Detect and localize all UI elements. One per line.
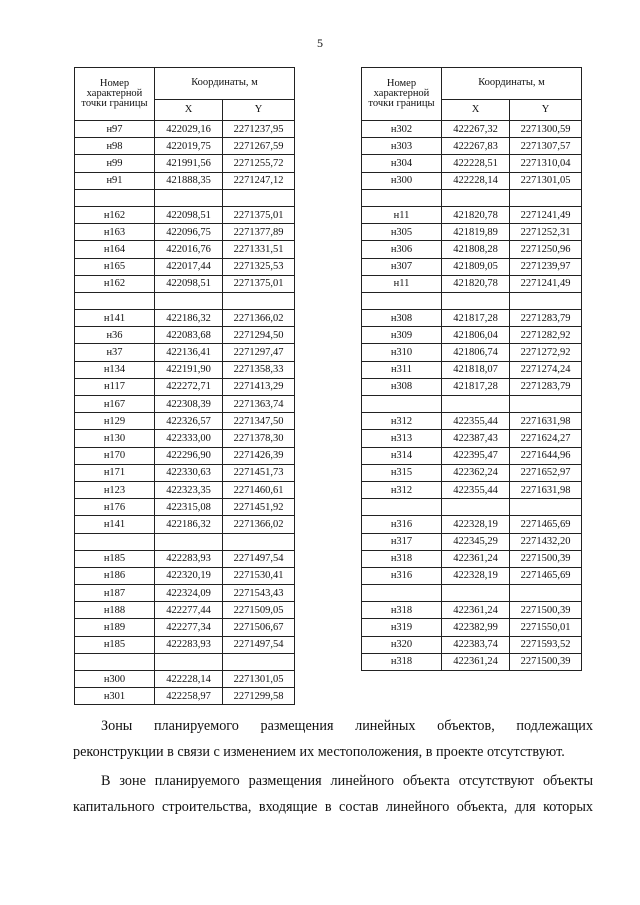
x-coordinate-cell: 421818,07 bbox=[442, 361, 510, 378]
point-name-cell: н308 bbox=[362, 310, 442, 327]
table-row bbox=[75, 688, 295, 705]
paragraph-no-reconstruction bbox=[73, 713, 593, 765]
point-name-cell: н320 bbox=[362, 636, 442, 653]
y-coordinate-cell bbox=[223, 189, 295, 206]
coordinates-table-right bbox=[361, 67, 582, 671]
y-coordinate-cell: 2271282,92 bbox=[510, 327, 582, 344]
x-coordinate-cell: 422083,68 bbox=[155, 327, 223, 344]
point-name-cell: н162 bbox=[75, 275, 155, 292]
y-coordinate-cell: 2271301,05 bbox=[223, 671, 295, 688]
point-name-cell: н11 bbox=[362, 275, 442, 292]
x-coordinate-cell bbox=[155, 292, 223, 309]
x-coordinate-cell: 422326,57 bbox=[155, 413, 223, 430]
table-row bbox=[362, 189, 582, 206]
table-row bbox=[362, 413, 582, 430]
table-row bbox=[75, 292, 295, 309]
y-coordinate-cell: 2271426,39 bbox=[223, 447, 295, 464]
table-row bbox=[362, 481, 582, 498]
table-row bbox=[362, 533, 582, 550]
table-row bbox=[75, 224, 295, 241]
x-coordinate-cell: 421808,28 bbox=[442, 241, 510, 258]
y-coordinate-cell: 2271644,96 bbox=[510, 447, 582, 464]
table-row bbox=[75, 275, 295, 292]
y-coordinate-cell: 2271307,57 bbox=[510, 138, 582, 155]
table-row bbox=[362, 464, 582, 481]
point-name-cell: н134 bbox=[75, 361, 155, 378]
x-coordinate-cell: 422362,24 bbox=[442, 464, 510, 481]
x-coordinate-cell: 422345,29 bbox=[442, 533, 510, 550]
y-coordinate-cell: 2271465,69 bbox=[510, 567, 582, 584]
y-coordinate-cell: 2271413,29 bbox=[223, 378, 295, 395]
x-coordinate-cell: 421806,04 bbox=[442, 327, 510, 344]
point-name-cell: н312 bbox=[362, 413, 442, 430]
point-name-cell: н318 bbox=[362, 602, 442, 619]
y-coordinate-cell: 2271331,51 bbox=[223, 241, 295, 258]
x-coordinate-cell: 422272,71 bbox=[155, 378, 223, 395]
table-row bbox=[75, 258, 295, 275]
y-coordinate-cell: 2271460,61 bbox=[223, 481, 295, 498]
point-name-cell: н123 bbox=[75, 481, 155, 498]
table-row bbox=[75, 464, 295, 481]
y-coordinate-cell: 2271500,39 bbox=[510, 653, 582, 670]
y-coordinate-cell: 2271241,49 bbox=[510, 206, 582, 223]
x-coordinate-cell: 421817,28 bbox=[442, 378, 510, 395]
x-coordinate-cell: 422308,39 bbox=[155, 396, 223, 413]
point-name-cell: н37 bbox=[75, 344, 155, 361]
y-coordinate-cell: 2271497,54 bbox=[223, 636, 295, 653]
y-coordinate-cell: 2271247,12 bbox=[223, 172, 295, 189]
point-name-cell: н300 bbox=[75, 671, 155, 688]
table-row bbox=[75, 121, 295, 138]
point-name-cell: н141 bbox=[75, 310, 155, 327]
table-row bbox=[75, 447, 295, 464]
point-name-cell: н130 bbox=[75, 430, 155, 447]
x-coordinate-cell: 422267,32 bbox=[442, 121, 510, 138]
x-coordinate-cell: 422333,00 bbox=[155, 430, 223, 447]
table-row bbox=[75, 172, 295, 189]
x-coordinate-cell bbox=[155, 533, 223, 550]
table-row bbox=[362, 121, 582, 138]
point-name-cell: н318 bbox=[362, 550, 442, 567]
y-coordinate-cell: 2271255,72 bbox=[223, 155, 295, 172]
y-coordinate-cell bbox=[510, 499, 582, 516]
paragraph-line: капитального строительства, входящие в состав линейного объекта, для которых bbox=[73, 799, 593, 815]
point-name-cell: н165 bbox=[75, 258, 155, 275]
table-row bbox=[75, 206, 295, 223]
table-row bbox=[75, 567, 295, 584]
y-coordinate-cell bbox=[510, 396, 582, 413]
table-row bbox=[75, 671, 295, 688]
y-coordinate-cell: 2271509,05 bbox=[223, 602, 295, 619]
table-row bbox=[362, 619, 582, 636]
x-coordinate-cell bbox=[442, 189, 510, 206]
point-name-cell: н305 bbox=[362, 224, 442, 241]
point-name-cell: н315 bbox=[362, 464, 442, 481]
y-coordinate-cell: 2271500,39 bbox=[510, 550, 582, 567]
x-coordinate-cell: 421888,35 bbox=[155, 172, 223, 189]
y-coordinate-cell: 2271250,96 bbox=[510, 241, 582, 258]
table-row bbox=[75, 550, 295, 567]
point-name-cell: н36 bbox=[75, 327, 155, 344]
table-row bbox=[362, 224, 582, 241]
point-name-cell: н319 bbox=[362, 619, 442, 636]
paragraph-line: реконструкции в связи с изменением их местоположения, в проекте отсутствуют. bbox=[73, 744, 565, 760]
x-coordinate-cell: 421819,89 bbox=[442, 224, 510, 241]
y-coordinate-cell: 2271301,05 bbox=[510, 172, 582, 189]
x-coordinate-cell bbox=[155, 189, 223, 206]
x-coordinate-cell: 422098,51 bbox=[155, 275, 223, 292]
point-name-cell: н91 bbox=[75, 172, 155, 189]
table-row bbox=[362, 567, 582, 584]
x-coordinate-cell: 422186,32 bbox=[155, 310, 223, 327]
x-coordinate-cell bbox=[442, 499, 510, 516]
y-coordinate-cell: 2271375,01 bbox=[223, 275, 295, 292]
table-row bbox=[362, 636, 582, 653]
point-name-cell: н313 bbox=[362, 430, 442, 447]
header-coordinates: Координаты, м bbox=[155, 68, 295, 100]
table-row bbox=[362, 292, 582, 309]
x-coordinate-cell: 422267,83 bbox=[442, 138, 510, 155]
y-coordinate-cell: 2271593,52 bbox=[510, 636, 582, 653]
y-coordinate-cell: 2271530,41 bbox=[223, 567, 295, 584]
table-row bbox=[362, 499, 582, 516]
table-row bbox=[362, 275, 582, 292]
point-name-cell: н300 bbox=[362, 172, 442, 189]
x-coordinate-cell: 421806,74 bbox=[442, 344, 510, 361]
y-coordinate-cell bbox=[510, 292, 582, 309]
point-name-cell: н163 bbox=[75, 224, 155, 241]
table-row bbox=[362, 516, 582, 533]
point-name-cell: н97 bbox=[75, 121, 155, 138]
point-name-cell: н307 bbox=[362, 258, 442, 275]
point-name-cell: н189 bbox=[75, 619, 155, 636]
table-row bbox=[75, 361, 295, 378]
point-name-cell bbox=[362, 189, 442, 206]
table-row bbox=[75, 189, 295, 206]
y-coordinate-cell: 2271241,49 bbox=[510, 275, 582, 292]
y-coordinate-cell: 2271506,67 bbox=[223, 619, 295, 636]
table-row bbox=[362, 653, 582, 670]
table-row bbox=[362, 206, 582, 223]
y-coordinate-cell: 2271500,39 bbox=[510, 602, 582, 619]
point-name-cell bbox=[75, 189, 155, 206]
point-name-cell: н185 bbox=[75, 550, 155, 567]
point-name-cell: н170 bbox=[75, 447, 155, 464]
x-coordinate-cell: 422136,41 bbox=[155, 344, 223, 361]
point-name-cell bbox=[75, 533, 155, 550]
point-name-cell: н11 bbox=[362, 206, 442, 223]
point-name-cell: н310 bbox=[362, 344, 442, 361]
point-name-cell bbox=[75, 292, 155, 309]
x-coordinate-cell: 421991,56 bbox=[155, 155, 223, 172]
y-coordinate-cell: 2271310,04 bbox=[510, 155, 582, 172]
y-coordinate-cell: 2271377,89 bbox=[223, 224, 295, 241]
point-name-cell: н117 bbox=[75, 378, 155, 395]
point-name-cell: н312 bbox=[362, 481, 442, 498]
table-row bbox=[75, 310, 295, 327]
table-row bbox=[75, 636, 295, 653]
header-point-name: Номер характерной точки границы bbox=[75, 68, 155, 121]
y-coordinate-cell: 2271631,98 bbox=[510, 413, 582, 430]
y-coordinate-cell: 2271465,69 bbox=[510, 516, 582, 533]
x-coordinate-cell: 422324,09 bbox=[155, 585, 223, 602]
point-name-cell: н167 bbox=[75, 396, 155, 413]
x-coordinate-cell: 422186,32 bbox=[155, 516, 223, 533]
paragraph-capital-construction bbox=[73, 768, 593, 820]
table-row bbox=[75, 241, 295, 258]
table-row bbox=[75, 327, 295, 344]
x-coordinate-cell: 422361,24 bbox=[442, 653, 510, 670]
y-coordinate-cell: 2271375,01 bbox=[223, 206, 295, 223]
point-name-cell bbox=[362, 396, 442, 413]
table-row bbox=[75, 585, 295, 602]
x-coordinate-cell: 422228,14 bbox=[155, 671, 223, 688]
y-coordinate-cell: 2271347,50 bbox=[223, 413, 295, 430]
point-name-cell: н306 bbox=[362, 241, 442, 258]
y-coordinate-cell bbox=[223, 292, 295, 309]
x-coordinate-cell: 422328,19 bbox=[442, 516, 510, 533]
point-name-cell: н164 bbox=[75, 241, 155, 258]
page-number: 5 bbox=[317, 36, 323, 50]
point-name-cell: н171 bbox=[75, 464, 155, 481]
point-name-cell: н304 bbox=[362, 155, 442, 172]
x-coordinate-cell: 422387,43 bbox=[442, 430, 510, 447]
y-coordinate-cell bbox=[223, 533, 295, 550]
table-row bbox=[75, 602, 295, 619]
x-coordinate-cell bbox=[442, 396, 510, 413]
table-row bbox=[75, 533, 295, 550]
table-row bbox=[362, 396, 582, 413]
x-coordinate-cell: 422228,14 bbox=[442, 172, 510, 189]
x-coordinate-cell: 422395,47 bbox=[442, 447, 510, 464]
point-name-cell: н314 bbox=[362, 447, 442, 464]
x-coordinate-cell: 422019,75 bbox=[155, 138, 223, 155]
x-coordinate-cell: 421817,28 bbox=[442, 310, 510, 327]
table-row bbox=[362, 344, 582, 361]
y-coordinate-cell bbox=[510, 585, 582, 602]
point-name-cell bbox=[362, 499, 442, 516]
y-coordinate-cell bbox=[510, 189, 582, 206]
x-coordinate-cell bbox=[442, 292, 510, 309]
table-row bbox=[362, 241, 582, 258]
point-name-cell: н302 bbox=[362, 121, 442, 138]
y-coordinate-cell: 2271366,02 bbox=[223, 310, 295, 327]
y-coordinate-cell: 2271294,50 bbox=[223, 327, 295, 344]
x-coordinate-cell: 422361,24 bbox=[442, 602, 510, 619]
point-name-cell: н98 bbox=[75, 138, 155, 155]
point-name-cell: н185 bbox=[75, 636, 155, 653]
table-row bbox=[362, 378, 582, 395]
point-name-cell bbox=[362, 585, 442, 602]
table-row bbox=[362, 310, 582, 327]
table-row bbox=[362, 447, 582, 464]
paragraph-line: В зоне планируемого размещения линейного объекта отсутствуют объекты bbox=[101, 773, 593, 789]
table-row bbox=[362, 602, 582, 619]
y-coordinate-cell: 2271239,97 bbox=[510, 258, 582, 275]
point-name-cell: н316 bbox=[362, 516, 442, 533]
x-coordinate-cell: 421820,78 bbox=[442, 206, 510, 223]
point-name-cell: н186 bbox=[75, 567, 155, 584]
point-name-cell: н308 bbox=[362, 378, 442, 395]
x-coordinate-cell: 422258,97 bbox=[155, 688, 223, 705]
paragraph-line: Зоны планируемого размещения линейных объектов, подлежащих bbox=[101, 718, 593, 734]
table-row bbox=[75, 481, 295, 498]
y-coordinate-cell: 2271272,92 bbox=[510, 344, 582, 361]
x-coordinate-cell bbox=[155, 653, 223, 670]
point-name-cell: н311 bbox=[362, 361, 442, 378]
table-row bbox=[75, 378, 295, 395]
point-name-cell: н317 bbox=[362, 533, 442, 550]
y-coordinate-cell: 2271631,98 bbox=[510, 481, 582, 498]
x-coordinate-cell: 422283,93 bbox=[155, 550, 223, 567]
y-coordinate-cell: 2271543,43 bbox=[223, 585, 295, 602]
table-row bbox=[362, 155, 582, 172]
x-coordinate-cell: 422323,35 bbox=[155, 481, 223, 498]
table-row bbox=[362, 361, 582, 378]
y-coordinate-cell: 2271283,79 bbox=[510, 310, 582, 327]
x-coordinate-cell: 422330,63 bbox=[155, 464, 223, 481]
point-name-cell bbox=[75, 653, 155, 670]
header-y: Y bbox=[510, 99, 582, 120]
x-coordinate-cell bbox=[442, 585, 510, 602]
y-coordinate-cell: 2271550,01 bbox=[510, 619, 582, 636]
header-point-name: Номер характерной точки границы bbox=[362, 68, 442, 121]
point-name-cell: н141 bbox=[75, 516, 155, 533]
table-row bbox=[362, 138, 582, 155]
x-coordinate-cell: 422016,76 bbox=[155, 241, 223, 258]
x-coordinate-cell: 422320,19 bbox=[155, 567, 223, 584]
table-row bbox=[75, 653, 295, 670]
point-name-cell: н99 bbox=[75, 155, 155, 172]
coordinates-table-left bbox=[74, 67, 295, 705]
y-coordinate-cell: 2271451,73 bbox=[223, 464, 295, 481]
x-coordinate-cell: 422228,51 bbox=[442, 155, 510, 172]
x-coordinate-cell: 422017,44 bbox=[155, 258, 223, 275]
header-x: X bbox=[442, 99, 510, 120]
table-row bbox=[75, 499, 295, 516]
header-x: X bbox=[155, 99, 223, 120]
point-name-cell bbox=[362, 292, 442, 309]
x-coordinate-cell: 421809,05 bbox=[442, 258, 510, 275]
point-name-cell: н187 bbox=[75, 585, 155, 602]
point-name-cell: н303 bbox=[362, 138, 442, 155]
y-coordinate-cell: 2271283,79 bbox=[510, 378, 582, 395]
point-name-cell: н309 bbox=[362, 327, 442, 344]
y-coordinate-cell: 2271652,97 bbox=[510, 464, 582, 481]
x-coordinate-cell: 422096,75 bbox=[155, 224, 223, 241]
y-coordinate-cell: 2271358,33 bbox=[223, 361, 295, 378]
y-coordinate-cell: 2271325,53 bbox=[223, 258, 295, 275]
x-coordinate-cell: 421820,78 bbox=[442, 275, 510, 292]
y-coordinate-cell: 2271432,20 bbox=[510, 533, 582, 550]
header-coordinates: Координаты, м bbox=[442, 68, 582, 100]
table-row bbox=[362, 430, 582, 447]
x-coordinate-cell: 422383,74 bbox=[442, 636, 510, 653]
point-name-cell: н316 bbox=[362, 567, 442, 584]
y-coordinate-cell: 2271237,95 bbox=[223, 121, 295, 138]
y-coordinate-cell: 2271300,59 bbox=[510, 121, 582, 138]
x-coordinate-cell: 422361,24 bbox=[442, 550, 510, 567]
table-row bbox=[75, 413, 295, 430]
x-coordinate-cell: 422296,90 bbox=[155, 447, 223, 464]
y-coordinate-cell: 2271624,27 bbox=[510, 430, 582, 447]
table-row bbox=[75, 516, 295, 533]
y-coordinate-cell: 2271497,54 bbox=[223, 550, 295, 567]
point-name-cell: н162 bbox=[75, 206, 155, 223]
table-row bbox=[362, 172, 582, 189]
y-coordinate-cell bbox=[223, 653, 295, 670]
point-name-cell: н318 bbox=[362, 653, 442, 670]
y-coordinate-cell: 2271378,30 bbox=[223, 430, 295, 447]
point-name-cell: н301 bbox=[75, 688, 155, 705]
x-coordinate-cell: 422315,08 bbox=[155, 499, 223, 516]
x-coordinate-cell: 422191,90 bbox=[155, 361, 223, 378]
table-row bbox=[75, 155, 295, 172]
table-row bbox=[75, 619, 295, 636]
table-row bbox=[75, 344, 295, 361]
y-coordinate-cell: 2271299,58 bbox=[223, 688, 295, 705]
table-row bbox=[362, 327, 582, 344]
x-coordinate-cell: 422098,51 bbox=[155, 206, 223, 223]
table-row bbox=[362, 258, 582, 275]
table-row bbox=[362, 550, 582, 567]
header-y: Y bbox=[223, 99, 295, 120]
y-coordinate-cell: 2271366,02 bbox=[223, 516, 295, 533]
y-coordinate-cell: 2271267,59 bbox=[223, 138, 295, 155]
point-name-cell: н176 bbox=[75, 499, 155, 516]
table-row bbox=[75, 396, 295, 413]
y-coordinate-cell: 2271363,74 bbox=[223, 396, 295, 413]
point-name-cell: н188 bbox=[75, 602, 155, 619]
table-row bbox=[75, 430, 295, 447]
x-coordinate-cell: 422328,19 bbox=[442, 567, 510, 584]
point-name-cell: н129 bbox=[75, 413, 155, 430]
table-row bbox=[75, 138, 295, 155]
x-coordinate-cell: 422355,44 bbox=[442, 481, 510, 498]
y-coordinate-cell: 2271297,47 bbox=[223, 344, 295, 361]
x-coordinate-cell: 422277,34 bbox=[155, 619, 223, 636]
x-coordinate-cell: 422283,93 bbox=[155, 636, 223, 653]
y-coordinate-cell: 2271451,92 bbox=[223, 499, 295, 516]
x-coordinate-cell: 422029,16 bbox=[155, 121, 223, 138]
x-coordinate-cell: 422382,99 bbox=[442, 619, 510, 636]
x-coordinate-cell: 422355,44 bbox=[442, 413, 510, 430]
table-row bbox=[362, 585, 582, 602]
y-coordinate-cell: 2271252,31 bbox=[510, 224, 582, 241]
x-coordinate-cell: 422277,44 bbox=[155, 602, 223, 619]
y-coordinate-cell: 2271274,24 bbox=[510, 361, 582, 378]
